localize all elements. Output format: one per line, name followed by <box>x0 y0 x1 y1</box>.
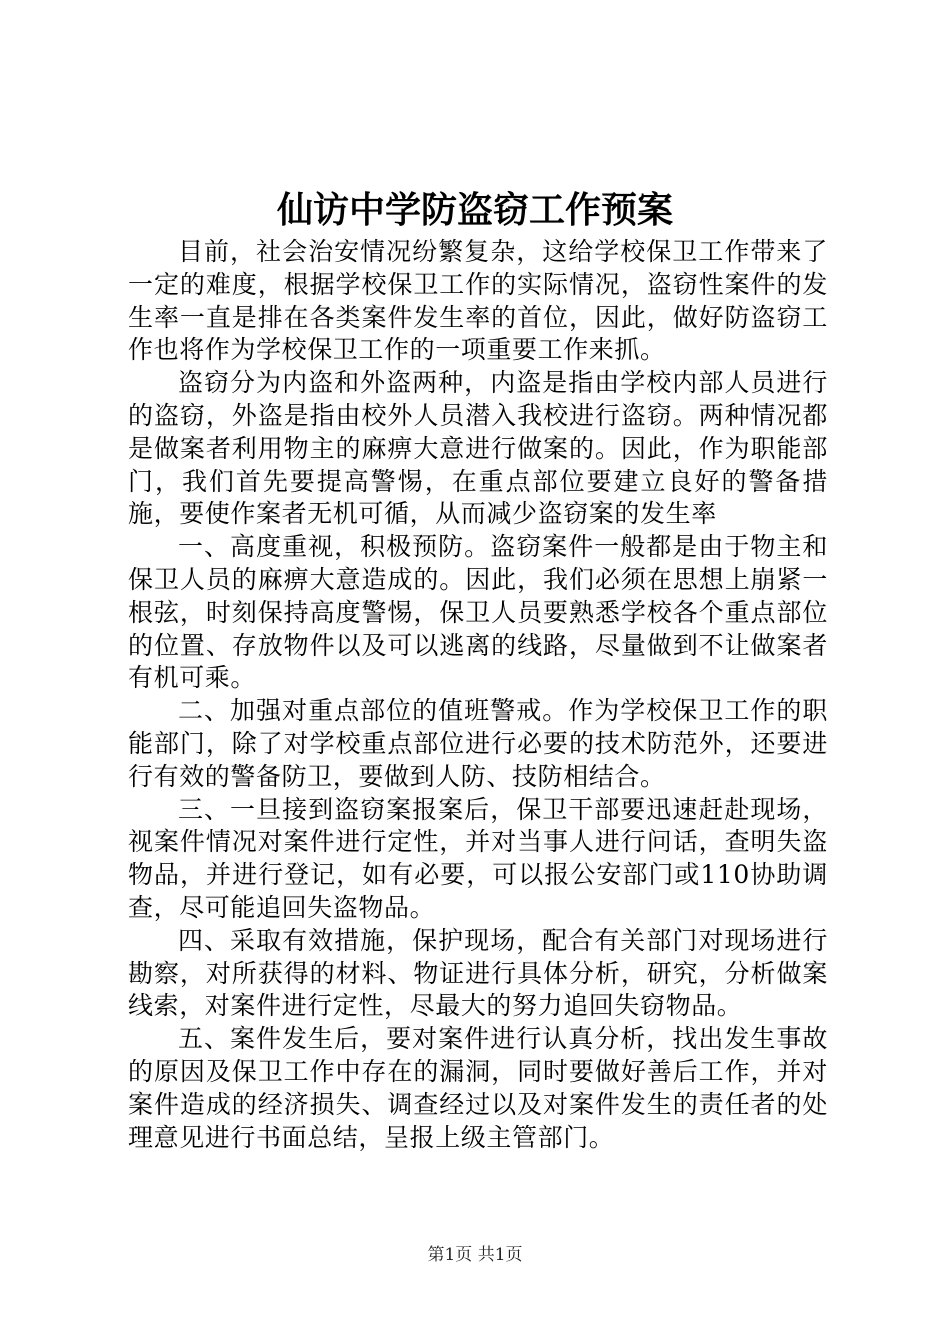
paragraph-item-3: 三、一旦接到盗窃案报案后，保卫干部要迅速赶赴现场，视案件情况对案件进行定性，并对当事人进行问话，查明失盗物品，并进行登记，如有必要，可以报公安部门或110协助调查，尽可能追回失盗物品。 <box>128 794 828 922</box>
paragraph-item-4: 四、采取有效措施，保护现场，配合有关部门对现场进行勘察，对所获得的材料、物证进行具体分析，研究，分析做案线索，对案件进行定性，尽最大的努力追回失窃物品。 <box>128 925 828 1021</box>
paragraph-item-5: 五、案件发生后，要对案件进行认真分析，找出发生事故的原因及保卫工作中存在的漏洞，同时要做好善后工作，并对案件造成的经济损失、调查经过以及对案件发生的责任者的处理意见进行书面总结，呈报上级主管部门。 <box>128 1024 828 1152</box>
paragraph-item-1: 一、高度重视，积极预防。盗窃案件一般都是由于物主和保卫人员的麻痹大意造成的。因此，我们必须在思想上崩紧一根弦，时刻保持高度警惕，保卫人员要熟悉学校各个重点部位的位置、存放物件以及可以逃离的线路，尽量做到不让做案者有机可乘。 <box>128 532 828 693</box>
paragraph-item-2: 二、加强对重点部位的值班警戒。作为学校保卫工作的职能部门，除了对学校重点部位进行必要的技术防范外，还要进行有效的警备防卫，要做到人防、技防相结合。 <box>128 696 828 791</box>
document-body <box>128 236 828 1154</box>
paragraph-intro: 目前，社会治安情况纷繁复杂，这给学校保卫工作带来了一定的难度，根据学校保卫工作的实际情况，盗窃性案件的发生率一直是排在各类案件发生率的首位，因此，做好防盗窃工作也将作为学校保卫工作的一项重要工作来抓。 <box>128 237 828 365</box>
document-title: 仙访中学防盗窃工作预案 <box>276 189 673 231</box>
page-number-footer: 第1页 共1页 <box>427 1245 523 1265</box>
paragraph-theft-types: 盗窃分为内盗和外盗两种，内盗是指由学校内部人员进行的盗窃，外盗是指由校外人员潜入我校进行盗窃。两种情况都是做案者利用物主的麻痹大意进行做案的。因此，作为职能部门，我们首先要提高警惕，在重点部位要建立良好的警备措施，要使作案者无机可循，从而减少盗窃案的发生率 <box>128 368 828 529</box>
